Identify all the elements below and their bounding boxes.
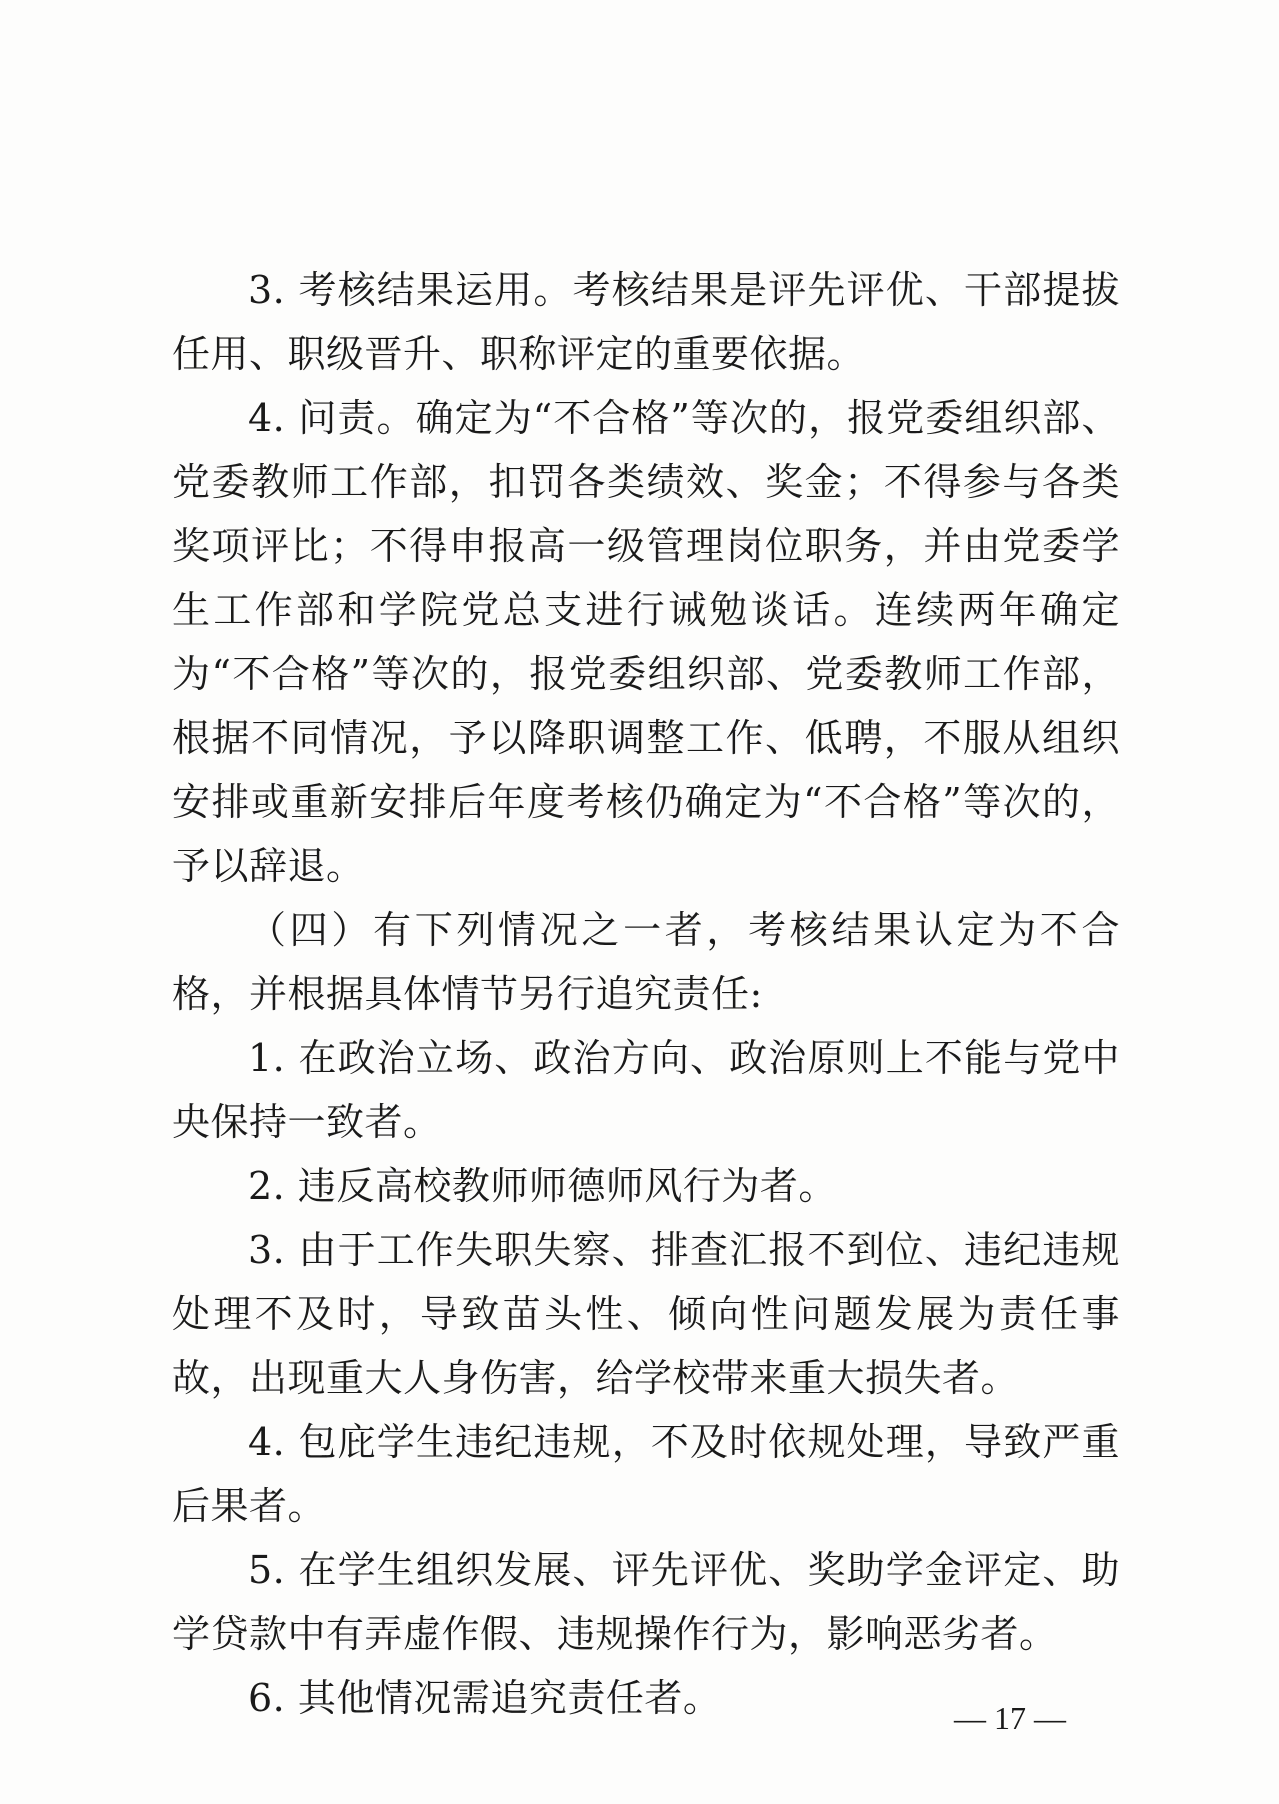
paragraph-accountability: 4. 问责。确定为“不合格”等次的，报党委组织部、党委教师工作部，扣罚各类绩效、奖金；不得参与各类奖项评比；不得申报高一级管理岗位职务，并由党委学生工作部和学院党总支进行诫勉谈话。连续两年确定为“不合格”等次的，报党委组织部、党委教师工作部，根据不同情况，予以降职调整工作、低聘，不服从组织安排或重新安排后年度考核仍确定为“不合格”等次的，予以辞退。 — [172, 396, 1120, 888]
list-item: 2. 违反高校教师师德师风行为者。 — [248, 1164, 837, 1208]
paragraph-result-use: 3. 考核结果运用。考核结果是评先评优、干部提拔任用、职级晋升、职称评定的重要依据。 — [172, 268, 1120, 376]
list-item: 1. 在政治立场、政治方向、政治原则上不能与党中央保持一致者。 — [172, 1036, 1120, 1144]
list-item: 6. 其他情况需追究责任者。 — [248, 1676, 722, 1720]
document-body — [172, 258, 1120, 1730]
paragraph-section-four: （四）有下列情况之一者，考核结果认定为不合格，并根据具体情节另行追究责任: — [172, 908, 1120, 1016]
list-item: 3. 由于工作失职失察、排查汇报不到位、违纪违规处理不及时，导致苗头性、倾向性问题发展为责任事故，出现重大人身伤害，给学校带来重大损失者。 — [172, 1228, 1120, 1400]
list-item: 5. 在学生组织发展、评先评优、奖助学金评定、助学贷款中有弄虚作假、违规操作行为，影响恶劣者。 — [172, 1548, 1120, 1656]
page-number: — 17 — — [954, 1700, 1066, 1736]
list-item: 4. 包庇学生违纪违规，不及时依规处理，导致严重后果者。 — [172, 1420, 1120, 1528]
